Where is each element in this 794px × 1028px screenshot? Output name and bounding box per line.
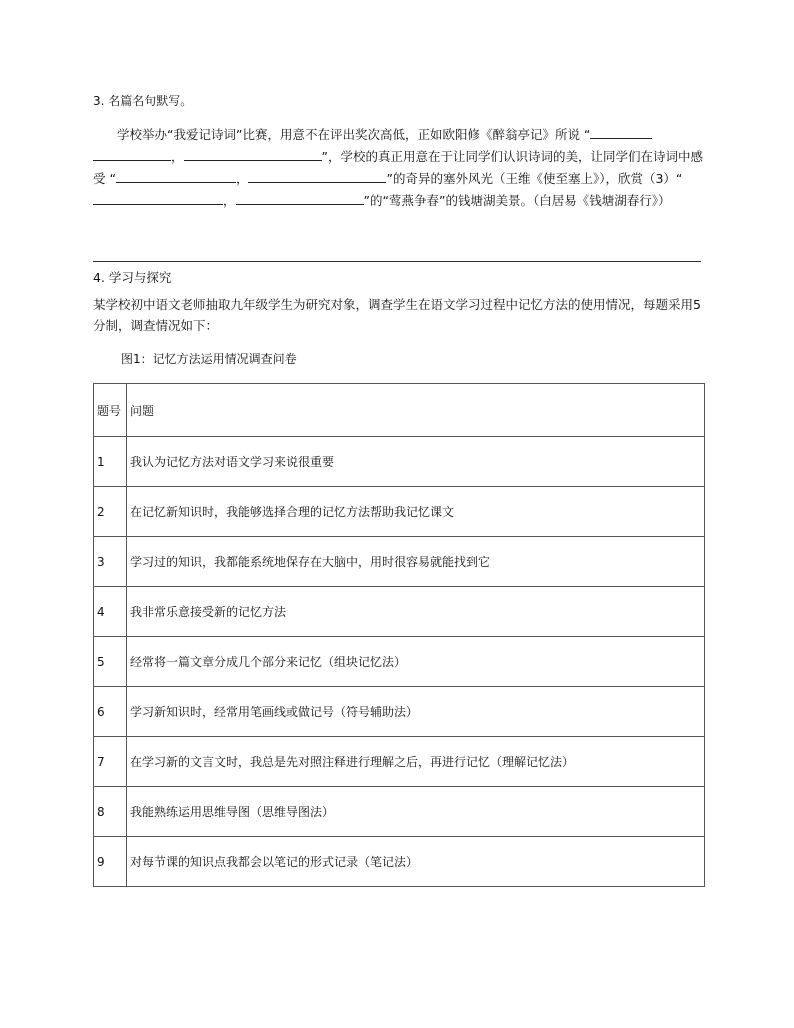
row-question: 在记忆新知识时，我能够选择合理的记忆方法帮助我记忆课文 xyxy=(127,487,705,537)
blank-1b[interactable] xyxy=(93,147,171,161)
table-row xyxy=(94,587,705,637)
row-question: 经常将一篇文章分成几个部分来记忆（组块记忆法） xyxy=(127,637,705,687)
table-row xyxy=(94,737,705,787)
q3-sep-2: ， xyxy=(235,171,249,186)
section-divider xyxy=(93,261,701,262)
blank-4[interactable] xyxy=(248,169,386,183)
row-question: 我非常乐意接受新的记忆方法 xyxy=(127,587,705,637)
row-question: 对每节课的知识点我都会以笔记的形式记录（笔记法） xyxy=(127,837,705,887)
row-question: 我能熟练运用思维导图（思维导图法） xyxy=(127,787,705,837)
question-3-body xyxy=(93,124,705,212)
blank-3[interactable] xyxy=(116,169,236,183)
header-number: 题号 xyxy=(94,384,127,437)
figure-caption: 图1：记忆方法运用情况调查问卷 xyxy=(121,352,297,366)
table-row xyxy=(94,487,705,537)
q3-sep-3: ， xyxy=(223,193,236,208)
table-row xyxy=(94,637,705,687)
q3-text-4: ”的“莺燕争春”的钱塘湖美景。（白居易《钱塘湖春行》） xyxy=(363,193,671,208)
blank-1a[interactable] xyxy=(590,125,652,139)
question-3-title: 3. 名篇名句默写。 xyxy=(93,94,193,108)
question-4-title: 4. 学习与探究 xyxy=(93,270,172,285)
row-number: 1 xyxy=(94,437,127,487)
row-number: 4 xyxy=(94,587,127,637)
survey-table xyxy=(93,383,705,887)
row-number: 6 xyxy=(94,687,127,737)
question-4-intro: 某学校初中语文老师抽取九年级学生为研究对象，调查学生在语文学习过程中记忆方法的使用情况，每题采用5分制，调查情况如下： xyxy=(93,297,701,333)
row-number: 2 xyxy=(94,487,127,537)
q3-text-3: ”的奇异的塞外风光（王维《使至塞上》），欣赏（3）“ xyxy=(386,171,683,186)
row-question: 学习新知识时，经常用笔画线或做记号（符号辅助法） xyxy=(127,687,705,737)
row-number: 5 xyxy=(94,637,127,687)
table-row xyxy=(94,537,705,587)
row-number: 9 xyxy=(94,837,127,887)
row-question: 我认为记忆方法对语文学习来说很重要 xyxy=(127,437,705,487)
blank-5[interactable] xyxy=(93,191,223,205)
q3-sep-1: ， xyxy=(171,149,184,164)
header-question: 问题 xyxy=(127,384,705,437)
row-question: 在学习新的文言文时，我总是先对照注释进行理解之后，再进行记忆（理解记忆法） xyxy=(127,737,705,787)
table-row xyxy=(94,837,705,887)
row-number: 3 xyxy=(94,537,127,587)
table-row xyxy=(94,437,705,487)
row-question: 学习过的知识，我都能系统地保存在大脑中，用时很容易就能找到它 xyxy=(127,537,705,587)
blank-6[interactable] xyxy=(236,191,364,205)
table-row xyxy=(94,787,705,837)
q3-text-1: 学校举办“我爱记诗词”比赛，用意不在评出奖次高低，正如欧阳修《醉翁亭记》所说 “ xyxy=(117,127,591,142)
row-number: 7 xyxy=(94,737,127,787)
q3-text-2: ”，学校的真正用意在于让同学们认识诗词的美，让同学们在诗词中感受 “ xyxy=(93,149,703,186)
row-number: 8 xyxy=(94,787,127,837)
blank-2[interactable] xyxy=(184,147,322,161)
table-header-row xyxy=(94,384,705,437)
table-row xyxy=(94,687,705,737)
